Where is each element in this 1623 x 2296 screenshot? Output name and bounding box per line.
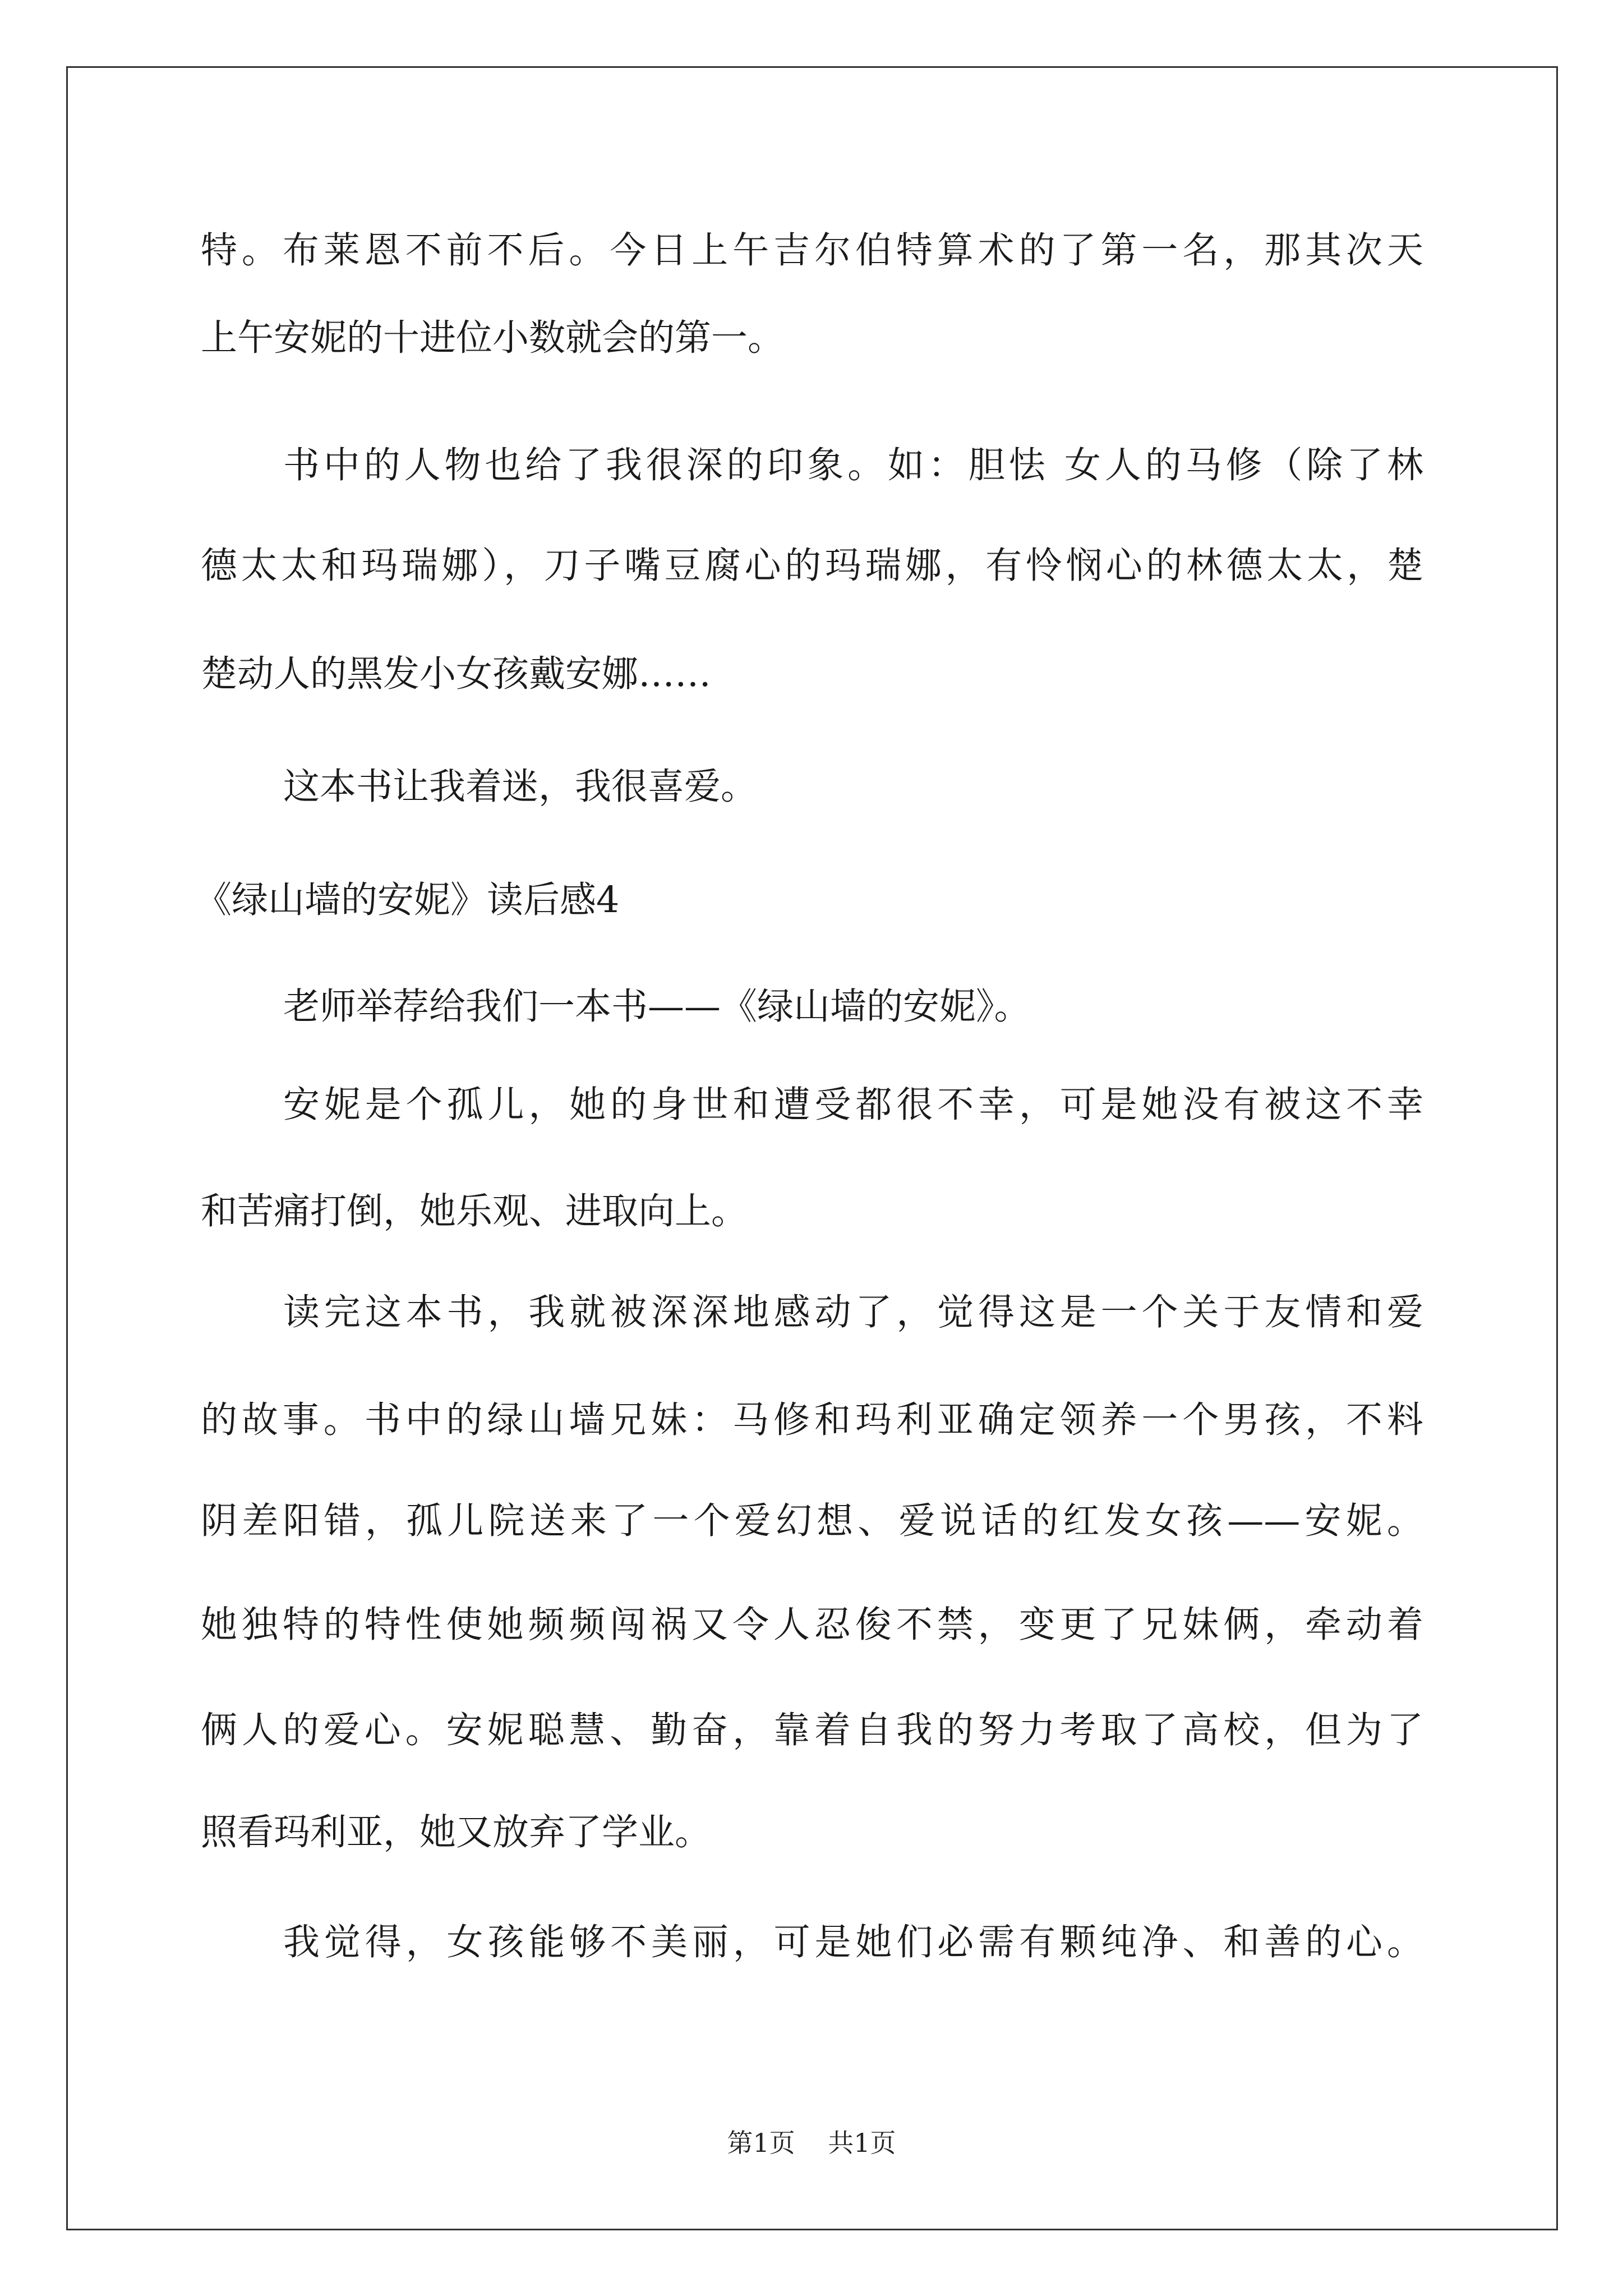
body-text-line: 照看玛利亚，她又放弃了学业。 <box>201 1811 712 1853</box>
body-text-line: 楚动人的黑发小女孩戴安娜…… <box>201 653 712 695</box>
paragraph-first-line: 这本书让我着迷，我很喜爱。 <box>283 766 758 808</box>
body-text-line: 和苦痛打倒，她乐观、进取向上。 <box>201 1190 748 1232</box>
page-border <box>66 66 1558 2230</box>
paragraph-first-line: 我觉得，女孩能够不美丽，可是她们必需有颗纯净、和善的心。 <box>283 1921 1423 1963</box>
body-text-line: 上午安妮的十进位小数就会的第一。 <box>201 317 785 359</box>
paragraph-first-line: 安妮是个孤儿，她的身世和遭受都很不幸，可是她没有被这不幸 <box>283 1084 1423 1126</box>
section-heading: 《绿山墙的安妮》读后感4 <box>195 879 620 921</box>
body-text-line: 特。布莱恩不前不后。今日上午吉尔伯特算术的了第一名，那其次天 <box>201 229 1423 272</box>
body-text-line: 俩人的爱心。安妮聪慧、勤奋，靠着自我的努力考取了高校，但为了 <box>201 1709 1423 1751</box>
page-number-footer: 第1页 共1页 <box>727 2128 896 2158</box>
body-text-line: 阴差阳错，孤儿院送来了一个爱幻想、爱说话的红发女孩——安妮。 <box>201 1500 1423 1542</box>
body-text-line: 德太太和玛瑞娜），刀子嘴豆腐心的玛瑞娜，有怜悯心的林德太太，楚 <box>201 545 1423 587</box>
body-text-line: 的故事。书中的绿山墙兄妹：马修和玛利亚确定领养一个男孩，不料 <box>201 1399 1423 1441</box>
paragraph-first-line: 读完这本书，我就被深深地感动了，觉得这是一个关于友情和爱 <box>283 1291 1423 1333</box>
paragraph-first-line: 书中的人物也给了我很深的印象。如：胆怯 女人的马修（除了林 <box>283 444 1423 486</box>
body-text-line: 她独特的特性使她频频闯祸又令人忍俊不禁，变更了兄妹俩，牵动着 <box>201 1604 1423 1646</box>
paragraph-first-line: 老师举荐给我们一本书——《绿山墙的安妮》。 <box>283 986 1031 1028</box>
